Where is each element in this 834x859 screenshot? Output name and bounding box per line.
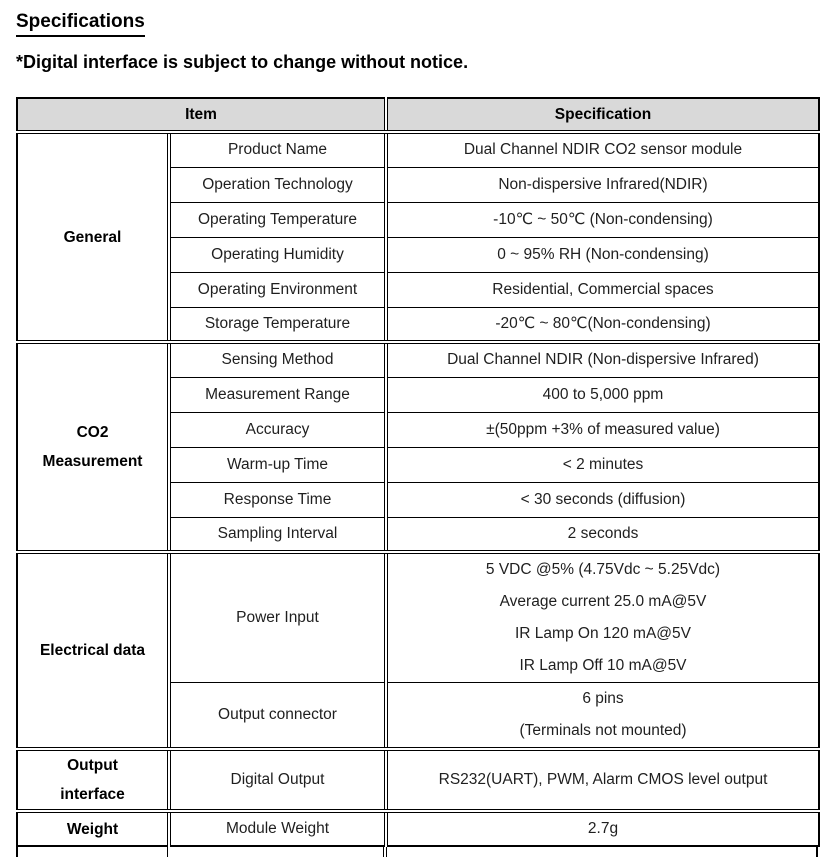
item-cell-operating-humidity: Operating Humidity [169, 237, 386, 272]
item-cell-warm-up-time: Warm-up Time [169, 447, 386, 482]
spec-row-sensing-method [17, 342, 819, 377]
spec-cell-module-weight: 2.7g [386, 811, 819, 846]
spec-row-digital-output [17, 749, 819, 811]
item-cell-digital-output: Digital Output [169, 749, 386, 811]
item-cell-operation-technology: Operation Technology [169, 167, 386, 202]
notice-text: *Digital interface is subject to change without notice. [16, 52, 469, 72]
item-cell-operating-environment: Operating Environment [169, 272, 386, 307]
item-cell-output-connector: Output connector [169, 683, 386, 750]
specifications-table [16, 97, 820, 847]
category-cell-general: General [17, 132, 169, 342]
spec-cell-accuracy: ±(50ppm +3% of measured value) [386, 412, 819, 447]
spec-cell-power-input: 5 VDC @5% (4.75Vdc ~ 5.25Vdc) Average current 25.0 mA@5V IR Lamp On 120 mA@5V IR Lamp Off 10 mA@5V [386, 552, 819, 683]
item-cell-response-time: Response Time [169, 482, 386, 517]
spec-row-module-weight [17, 811, 819, 846]
spec-cell-sensing-method: Dual Channel NDIR (Non-dispersive Infrared) [386, 342, 819, 377]
item-cell-sensing-method: Sensing Method [169, 342, 386, 377]
item-cell-storage-temperature: Storage Temperature [169, 307, 386, 342]
column-header-specification: Specification [386, 98, 819, 132]
spec-cell-digital-output: RS232(UART), PWM, Alarm CMOS level output [386, 749, 819, 811]
spec-cell-operation-technology: Non-dispersive Infrared(NDIR) [386, 167, 819, 202]
item-cell-module-weight: Module Weight [169, 811, 386, 846]
spec-cell-operating-temperature: -10℃ ~ 50℃ (Non-condensing) [386, 202, 819, 237]
category-cell-co2-measurement: CO2 Measurement [17, 342, 169, 552]
spec-cell-product-name: Dual Channel NDIR CO2 sensor module [386, 132, 819, 167]
item-cell-measurement-range: Measurement Range [169, 377, 386, 412]
page-title: Specifications [16, 11, 145, 37]
table-divider2b-stub [386, 847, 387, 857]
column-header-item: Item [17, 98, 386, 132]
spec-row-power-input [17, 552, 819, 683]
table-next-row-cutoff [16, 847, 818, 858]
table-right-border-stub [816, 847, 818, 857]
spec-cell-response-time: < 30 seconds (diffusion) [386, 482, 819, 517]
item-cell-accuracy: Accuracy [169, 412, 386, 447]
table-header-row [17, 98, 819, 132]
spec-table-body [17, 132, 819, 846]
item-cell-sampling-interval: Sampling Interval [169, 517, 386, 552]
spec-row-product-name [17, 132, 819, 167]
spec-cell-output-connector: 6 pins (Terminals not mounted) [386, 683, 819, 750]
table-left-border-stub [16, 847, 18, 857]
category-cell-electrical-data: Electrical data [17, 552, 169, 749]
category-cell-output-interface: Output interface [17, 749, 169, 811]
item-cell-product-name: Product Name [169, 132, 386, 167]
item-cell-operating-temperature: Operating Temperature [169, 202, 386, 237]
item-cell-power-input: Power Input [169, 552, 386, 683]
spec-cell-measurement-range: 400 to 5,000 ppm [386, 377, 819, 412]
spec-cell-operating-humidity: 0 ~ 95% RH (Non-condensing) [386, 237, 819, 272]
table-divider1-stub [167, 847, 168, 857]
table-divider2-stub [383, 847, 384, 857]
spec-cell-operating-environment: Residential, Commercial spaces [386, 272, 819, 307]
spec-cell-warm-up-time: < 2 minutes [386, 447, 819, 482]
spec-cell-storage-temperature: -20℃ ~ 80℃(Non-condensing) [386, 307, 819, 342]
spec-cell-sampling-interval: 2 seconds [386, 517, 819, 552]
category-cell-weight: Weight [17, 811, 169, 846]
